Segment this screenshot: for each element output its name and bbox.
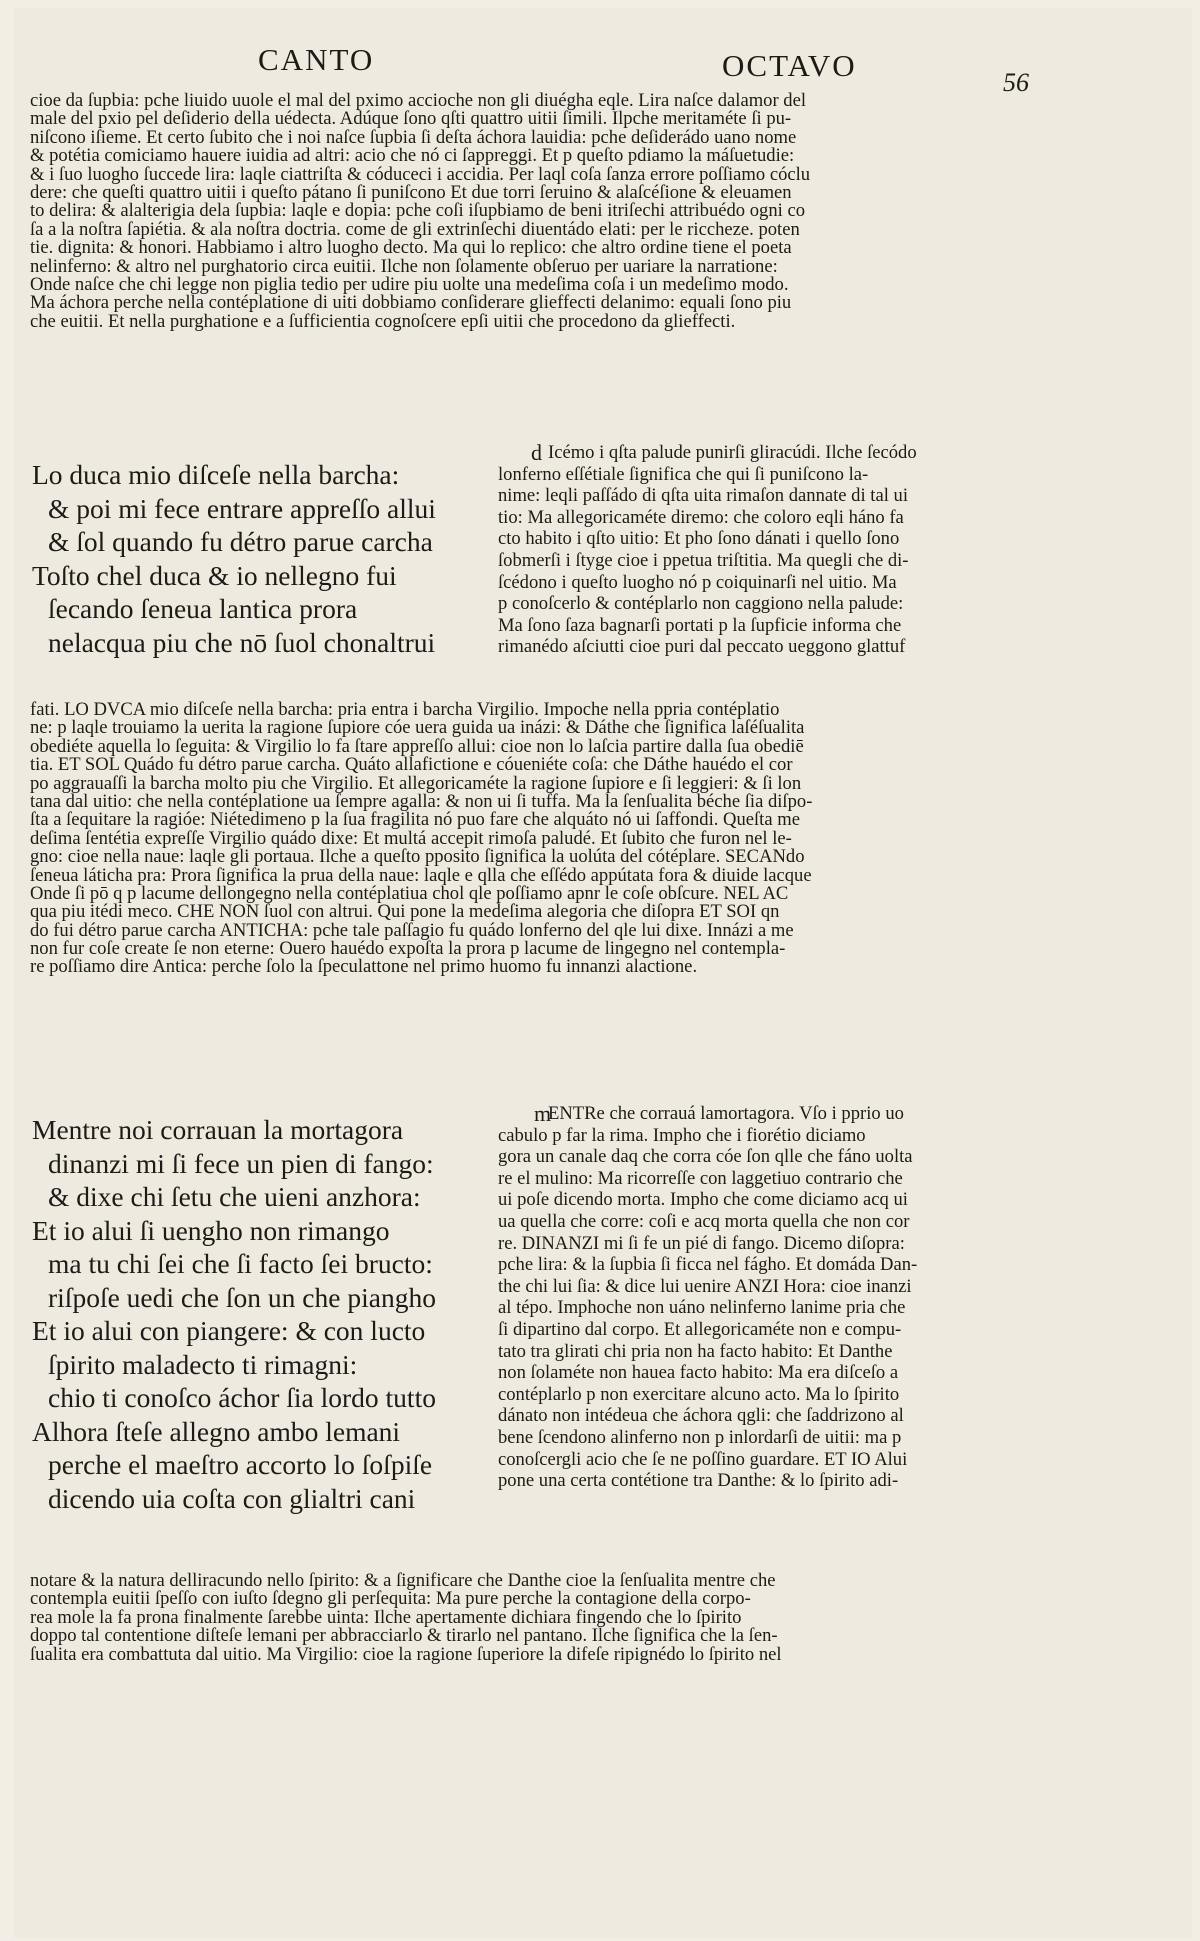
commentary-middle [30,701,1180,977]
text-line: notare & la natura delliracundo nello ſpirito: & a ſignificare che Danthe cioe la ſenſualita mentre che [30,1572,776,1591]
text-line: ENTRe che corrauá lamortagora. Vſo i pprio uo [548,1103,904,1124]
text-line: dánato non intédeua che áchora qgli: che ſaddrizono al [498,1405,904,1427]
text-line: ſcédono i queſto luogho nó p coiquinarſi nel uitio. Ma [498,571,897,593]
text-line: ſecando ſeneua lantica prora [48,593,358,624]
text-line: rimanédo aſciutti cioe puri dal peccato ueggono glattuf [498,636,906,658]
text-line: & potétia comiciamo hauere iuidia ad altri: acio che nó ci ſappreggi. Et p queſto pdiamo la máſuetudie: [30,147,795,166]
text-line: qua piu itédi meco. CHE NON ſuol con altrui. Qui pone la medeſima alegoria che diſopra ET SOI qn [30,903,780,922]
text-line: nelinferno: & altro nel purghatorio circa euitii. Ilche non ſolamente obſeruo per uariare la narratione: [30,257,778,276]
text-line: contéplarlo p non exercitare alcuno acto. Ma lo ſpirito [498,1383,900,1405]
text-line: & i ſuo luogho ſuccede lira: laqle ciattriſta & códuceci i accidia. Per laql coſa ſanza errore poſſiamo cóclu [30,165,811,184]
dropcap-d: d [531,440,542,465]
text-line: Lo duca mio diſceſe nella barcha: [32,459,400,490]
text-line: re el mulino: Ma ricorreſſe con laggetiuo contrario che [498,1167,903,1189]
text-line: conoſcergli acio che ſe ne poſſino guardare. ET IO Alui [498,1448,908,1470]
text-line: chio ti conoſco áchor ſia lordo tutto [48,1382,436,1413]
text-line: Alhora ſteſe allegno ambo lemani [32,1415,401,1447]
text-line: che euitii. Et nella purghatione e a ſufficientia cognoſcere epſi uitii che procedono da glieffecti. [30,312,736,332]
text-line: nime: leqli paſſádo di qſta uita rimaſon dannate di tal ui [498,485,908,507]
text-line: Mentre noi corrauan la mortagora [32,1114,404,1145]
text-line: doppo tal contentione diſteſe lemani per abbracciarlo & tirarlo nel pantano. Ilche ſignifica che la ſen- [30,1627,778,1646]
text-line: nelacqua piu che nō ſuol chonaltrui [48,626,436,658]
text-line: the chi lui ſia: & dice lui uenire ANZI Hora: cioe inanzi [498,1275,912,1297]
commentary-column-1 [498,442,1054,658]
folio-number: 56 [1003,68,1029,97]
text-line: ua quella che corre: coſi e acq morta quella che non cor [498,1210,910,1232]
text-line: non ſolaméte non haueа facto habito: Ma era diſceſo a [498,1362,899,1384]
dropcap-m: m [534,1101,552,1126]
text-line: Et io alui con piangere: & con lucto [32,1315,426,1346]
text-line: perche el maeſtro accorto lo ſoſpiſe [48,1449,433,1480]
text-line: pche lira: & la ſupbia ſi ficca nel fágho. Et domáda Dan- [498,1254,918,1276]
text-line: to delira: & alalterigia dela ſupbia: laqle e dopia: pche coſi iſupbiamo de beni itriſechi attribuédo ogni co [30,202,805,221]
text-line: & dixe chi ſetu che uieni anzhora: [48,1181,421,1212]
text-line: contempla euitii ſpeſſo con iuſto ſdegno gli perſequita: Ma pure perche la contagione della corpo- [30,1590,751,1609]
text-line: ui poſe dicendo morta. Impho che come diciamo acq ui [498,1189,908,1211]
text-line: ſa a la noſtra ſapiétia. & ala noſtra doctria. come de gli extrinſechi diuentádo elati: per le riccheze. poten [30,220,800,240]
text-line: tana dal uitio: che nella contéplatione ua ſempre agalla: & non ui ſi tuffa. Ma la ſenſualita béche ſia diſpo- [30,792,813,812]
header-octavo: OCTAVO [722,48,857,83]
text-line: cto habito i qſto uitio: Et pho ſono dánati i quello ſono [498,528,900,550]
text-line: ſobmerſi i ſtyge cioe i ppetua triſtitia. Ma quegli che di- [498,549,909,571]
text-line: deſima ſentétia expreſſe Virgilio quádo dixe: Et multá accepit rimoſa paludé. Et ſubito che furon nel le- [30,829,792,849]
text-line: riſpoſe uedi che ſon un che piangho [48,1281,436,1313]
text-line: p conoſcerlo & contéplarlo non caggiono nella palude: [498,593,904,615]
text-line: male del pxio pel deſiderio della uédecta. Adúque ſono qſti quattro uitii ſimili. Ilpche meritaméte ſi pu- [30,110,792,129]
text-line: obediéte aquella lo ſeguita: & Virgilio lo fa ſtare appreſſo allui: cioe non lo laſcia partire dalla ſua obediē [30,737,804,757]
text-line: ſeneua láticha pra: Prora ſignifica la prua della naue: laqle e qlla che eſſédo appútata fora & diuide lacque [30,866,812,885]
text-line: cabulo p far la rima. Impho che i fiorétio diciamo [498,1124,866,1146]
text-line: gno: cioe nella naue: laqle gli portaua. Ilche a queſto pposito ſignifica la uolúta del cótéplare. SECANdo [30,848,805,867]
text-line: Ma áchora perche nella contéplatione di uiti dobbiamo conſiderare glieffecti delanimo: equali ſono piu [30,294,792,313]
text-line: lonferno eſſétiale ſignifica che qui ſi puniſcono la- [498,463,869,485]
text-line: tato tra glirati chi pria non ha facto habito: Et Danthe [498,1340,893,1362]
verse-block-1 [32,458,488,659]
text-line: ne: p laqle trouiamo la uerita la ragione ſupiore cóe uera guida ua inázi: & Dáthe che ſignifica laſéſualita [30,719,805,738]
text-line: pone una certa contétione tra Danthe: & lo ſpirito adi- [498,1470,899,1492]
text-line: & poi mi fece entrare appreſſo allui [48,492,436,524]
text-line: rea mole la fa prona finalmente ſarebbe uinta: Ilche apertamente dichiara fingendo che lo ſpirito [30,1608,742,1628]
commentary-bottom [30,1572,1180,1664]
header-canto: CANTO [258,42,375,77]
text-line: cioe da ſupbia: pche liuido uuole el mal del pximo accioche non gli diuégha eqle. Lira naſce dalamor del [30,92,807,111]
text-line: dicendo uia coſta con glialtri cani [48,1482,416,1514]
text-line: do fui détro parue carcha ANTICHA: pche tale paſſagio fu quádo lonferno del qle lui dixe. Innázi a me [30,921,794,941]
text-line: po aggrauaſſi la barcha molto piu che Virgilio. Et allegoricaméte la ragione ſupiore e ſi leggieri: & ſi lon [30,774,802,793]
text-line: ſta a ſequitare la ragióe: Niétedimeno p la ſua fragilita nó puo fare che alquáto nó ui ſaffondi. Queſta me [30,811,800,830]
text-line: tie. dignita: & honori. Habbiamo i altro luogho decto. Ma qui lo replico: che altro ordine tiene el poeta [30,239,792,258]
text-line: ma tu chi ſei che ſi facto ſei bructo: [48,1248,433,1279]
text-line: & ſol quando fu détro parue carcha [48,526,433,557]
text-line: re poſſiamo dire Antica: perche ſolo la ſpeculattone nel primo huomo fu innanzi alactione. [30,958,698,977]
text-line: tio: Ma allegoricaméte diremo: che coloro eqli háno fa [498,506,904,528]
text-line: niſcono iſieme. Et certo ſubito che i noi naſce ſupbia ſi deſta áchora lauidia: pche deſiderádo uano nome [30,128,797,148]
text-line: Icémo i qſta palude punirſi gliracúdi. Ilche ſecódo [548,442,917,463]
text-line: ſualita era combattuta dal uitio. Ma Virgilio: cioe la ragione ſuperiore la difeſe ripignédo lo ſpirito nel [30,1645,782,1664]
text-line: Toſto chel duca & io nellegno fui [32,559,397,591]
text-line: Ma ſono ſaza bagnarſi portati p la ſupficie informa che [498,614,902,636]
text-line: bene ſcendono alinferno non p inlordarſi de uitii: ma p [498,1426,902,1448]
text-line: ſpirito maladecto ti rimagni: [48,1348,358,1380]
text-line: tia. ET SOL Quádo fu détro parue carcha. Quáto allafictione e cóueniéte coſa: che Dáthe hauédo el cor [30,756,793,775]
text-line: re. DINANZI mi ſi fe un pié di fango. Dicemo diſopra: [498,1232,905,1254]
text-line: dinanzi mi ſi fece un pien di fango: [48,1147,434,1179]
text-line: Onde ſi pō q p lacume dellongegno nella contéplatiua chol qle poſſiamo apnr le coſe obſcure. NEL AC [30,884,789,904]
text-line: non fur coſe create ſe non eterne: Ouero hauédo expoſta la prora p lacume de lingegno nel contempla- [30,940,786,959]
text-line: Onde naſce che chi legge non piglia tedio per udire piu uolte una medeſima coſa i un medeſimo modo. [30,275,789,295]
running-header [0,42,1200,97]
text-line: ſi dipartino dal corpo. Et allegoricaméte non e compu- [498,1318,902,1340]
verse-block-2 [32,1113,488,1515]
text-line: fati. LO DVCA mio diſceſe nella barcha: pria entra i barcha Virgilio. Impoche nella ppria contéplatio [30,701,780,720]
commentary-top [30,92,1180,331]
text-line: al tépo. Imphoche non uáno nelinferno lanime pria che [498,1297,906,1319]
text-line: Et io alui ſi uengho non rimango [32,1214,390,1246]
text-line: dere: che queſti quattro uitii i queſto pátano ſi puniſcono Et due torri ſeruino & alaſcéſione & eleuamen [30,183,792,203]
text-line: gora un canale daq che corra cóe ſon qlle che fáno uolta [498,1146,913,1168]
commentary-column-2 [498,1103,1054,1492]
